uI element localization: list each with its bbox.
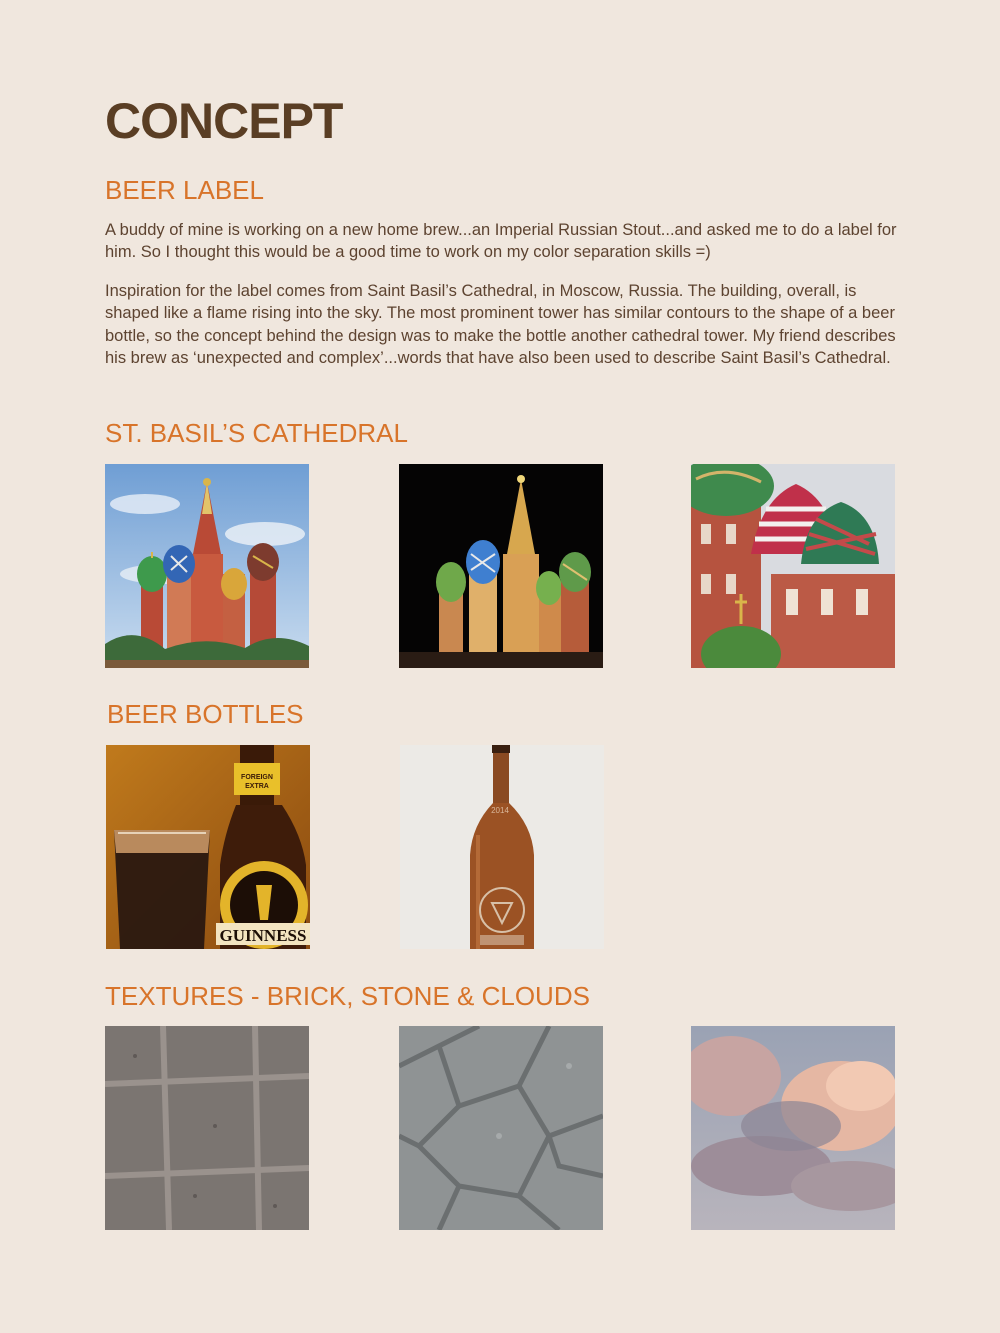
- cathedral-night-photo: [399, 464, 603, 668]
- brown-bottle-photo: [400, 745, 604, 949]
- brick-texture-photo: [105, 1026, 309, 1230]
- bottle-neck-text-foreign: FOREIGN: [241, 774, 273, 781]
- guinness-bottle-photo: [106, 745, 310, 949]
- bottle-neck-text-extra: EXTRA: [245, 783, 269, 790]
- bottle-year-text: 2014: [491, 806, 509, 815]
- cathedral-domes-closeup-photo: [691, 464, 895, 668]
- page-title: CONCEPT: [105, 93, 343, 149]
- cathedral-day-photo: [105, 464, 309, 668]
- intro-paragraph: A buddy of mine is working on a new home brew...an Imperial Russian Stout...and asked me to do a label for him. So I thought this would be a good time to work on my color separation skills =): [105, 221, 897, 262]
- cloud-texture-photo: [691, 1026, 895, 1230]
- beer-bottles-heading: BEER BOTTLES: [107, 699, 304, 729]
- bottle-brand-text: GUINNESS: [219, 926, 307, 945]
- beer-label-heading: BEER LABEL: [105, 175, 264, 205]
- stone-texture-photo: [399, 1026, 603, 1230]
- inspiration-paragraph: Inspiration for the label comes from Saint Basil’s Cathedral, in Moscow, Russia. The building, overall, is shaped like a flame rising into the sky. The most prominent tower has similar contours to the shape of a beer bottle, so the concept behind the design was to make the bottle another cathedral tower. My friend describes his brew as ‘unexpected and complex’...words that have also been used to describe Saint Basil’s Cathedral.: [105, 282, 896, 368]
- cathedral-heading: ST. BASIL’S CATHEDRAL: [105, 418, 408, 448]
- textures-heading: TEXTURES - BRICK, STONE & CLOUDS: [105, 981, 590, 1011]
